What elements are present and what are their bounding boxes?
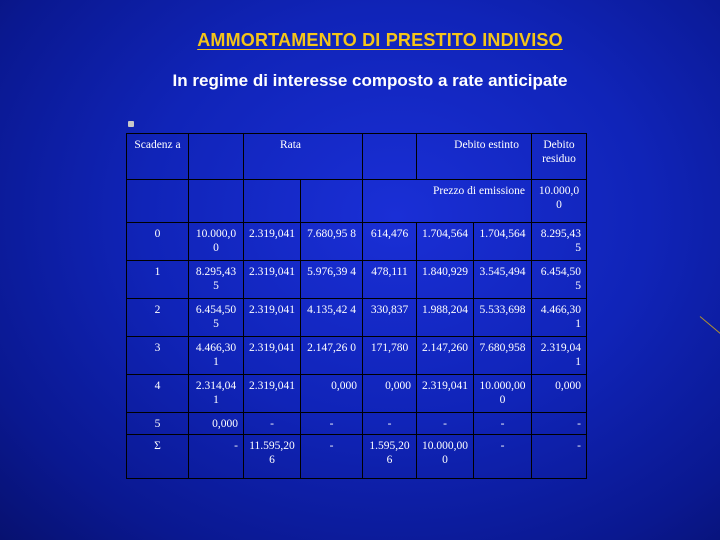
table-row	[127, 261, 587, 299]
table-cell: 5.976,39 4	[301, 261, 363, 299]
table-cell: 0,000	[189, 413, 244, 435]
table-cell: 11.595,20 6	[244, 435, 301, 479]
table-cell: 3.545,494	[474, 261, 532, 299]
table-cell: 8.295,43 5	[532, 223, 587, 261]
table-cell: -	[363, 413, 417, 435]
table-row	[127, 375, 587, 413]
table-cell: 10.000,00 0	[474, 375, 532, 413]
table-row	[127, 413, 587, 435]
table-cell: 2.319,04 1	[532, 337, 587, 375]
table-cell: 1.988,204	[417, 299, 474, 337]
header-row	[127, 134, 587, 180]
table-cell: 5	[127, 413, 189, 435]
table-cell: 6.454,50 5	[532, 261, 587, 299]
table-row	[127, 337, 587, 375]
header-rata: Rata	[244, 134, 363, 180]
table-cell: 1.704,564	[417, 223, 474, 261]
table-cell: 478,111	[363, 261, 417, 299]
table-cell: 6.454,50 5	[189, 299, 244, 337]
table-cell: 2.314,04 1	[189, 375, 244, 413]
table-cell: 2.319,041	[244, 299, 301, 337]
table-row	[127, 223, 587, 261]
table-cell: 171,780	[363, 337, 417, 375]
table-cell: 10.000,00 0	[417, 435, 474, 479]
page-subtitle: In regime di interesse composto a rate anticipate	[172, 71, 568, 90]
amortization-table	[126, 133, 587, 479]
table-cell: 1	[127, 261, 189, 299]
table-cell: 4.466,30 1	[532, 299, 587, 337]
table-cell: 10.000,0 0	[189, 223, 244, 261]
table-cell: 2.319,041	[417, 375, 474, 413]
header-debito-estinto: Debito estinto	[417, 134, 532, 180]
table-cell: 3	[127, 337, 189, 375]
table-cell: 614,476	[363, 223, 417, 261]
table-cell: 7.680,958	[474, 337, 532, 375]
table-cell: -	[189, 435, 244, 479]
table-body	[127, 223, 587, 479]
table-cell: -	[474, 413, 532, 435]
table-cell: 330,837	[363, 299, 417, 337]
table-cell: 0	[127, 223, 189, 261]
page-title: AMMORTAMENTO DI PRESTITO INDIVISO	[197, 30, 563, 50]
table-cell: 5.533,698	[474, 299, 532, 337]
table-cell: -	[244, 413, 301, 435]
table-cell: -	[301, 413, 363, 435]
table-cell: -	[532, 435, 587, 479]
table-cell: 1.704,564	[474, 223, 532, 261]
table-cell: 4.135,42 4	[301, 299, 363, 337]
table-cell: 2.147,26 0	[301, 337, 363, 375]
table-cell: -	[301, 435, 363, 479]
emission-value: 10.000,0 0	[532, 180, 587, 223]
table-cell: 4.466,30 1	[189, 337, 244, 375]
table-cell: -	[417, 413, 474, 435]
table-cell: 0,000	[363, 375, 417, 413]
table-cell: 2.147,260	[417, 337, 474, 375]
table-row	[127, 299, 587, 337]
table-cell: -	[474, 435, 532, 479]
table-cell: 2	[127, 299, 189, 337]
header-debito-residuo: Debito residuo	[532, 134, 587, 180]
table-cell: 1.840,929	[417, 261, 474, 299]
emission-row	[127, 180, 587, 223]
table-cell: 7.680,95 8	[301, 223, 363, 261]
table-cell: 2.319,041	[244, 337, 301, 375]
table-cell: 4	[127, 375, 189, 413]
table-cell: 8.295,43 5	[189, 261, 244, 299]
table-cell: 2.319,041	[244, 375, 301, 413]
table-cell: 0,000	[532, 375, 587, 413]
table-cell: 0,000	[301, 375, 363, 413]
table-cell: Σ	[127, 435, 189, 479]
decorative-line	[700, 316, 720, 336]
table-cell: -	[532, 413, 587, 435]
table-cell: 2.319,041	[244, 261, 301, 299]
table-row	[127, 435, 587, 479]
header-scadenza: Scadenz a	[127, 134, 189, 180]
bullet-marker	[128, 121, 134, 127]
emission-label: Prezzo di emissione	[363, 180, 532, 223]
table-cell: 2.319,041	[244, 223, 301, 261]
table-cell: 1.595,20 6	[363, 435, 417, 479]
